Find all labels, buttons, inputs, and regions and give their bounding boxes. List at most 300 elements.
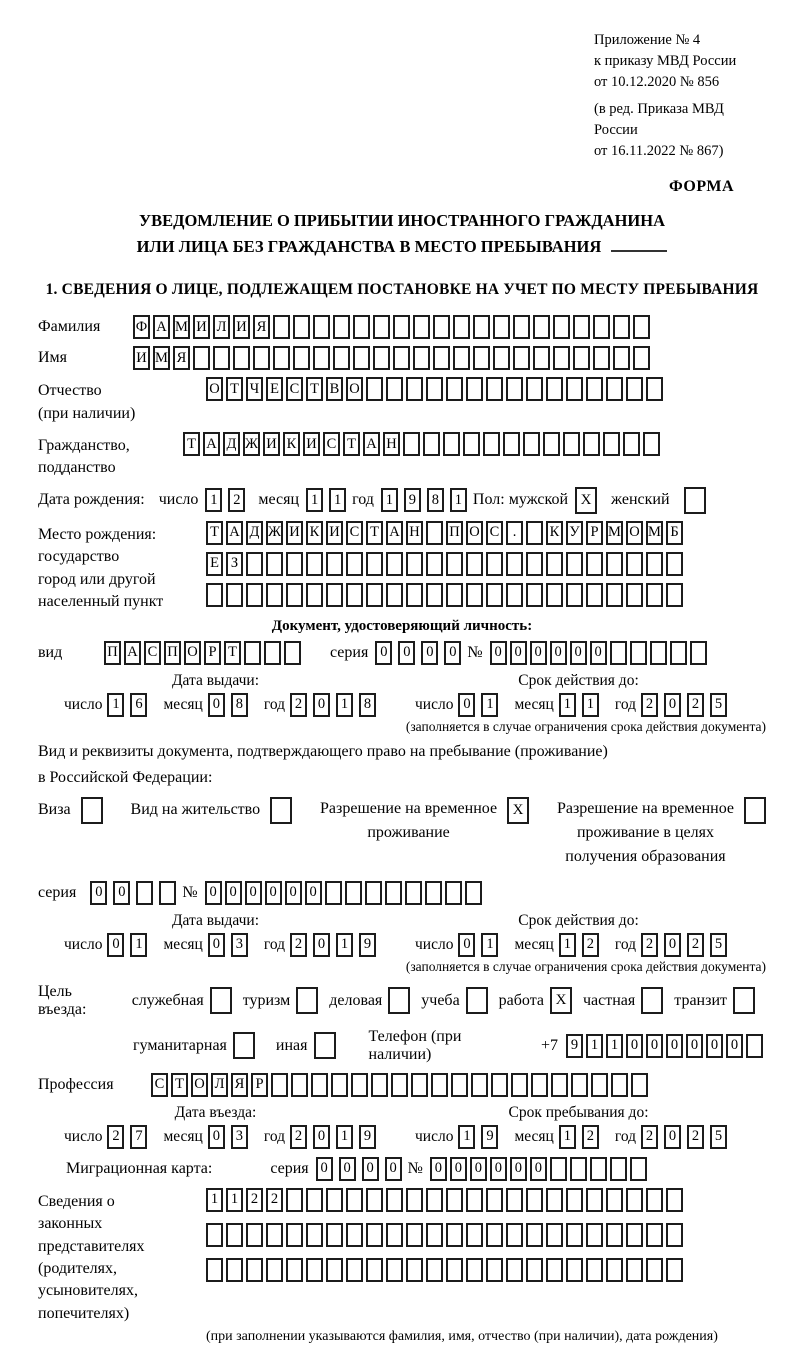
char-cell[interactable] bbox=[366, 1223, 383, 1247]
char-cell[interactable]: Н bbox=[383, 432, 400, 456]
char-cell[interactable] bbox=[386, 1258, 403, 1282]
char-cell[interactable] bbox=[566, 377, 583, 401]
char-cell[interactable]: 0 bbox=[590, 641, 607, 665]
char-cell[interactable] bbox=[586, 552, 603, 576]
char-cell[interactable] bbox=[646, 1258, 663, 1282]
char-cell[interactable]: 0 bbox=[421, 641, 438, 665]
char-cell[interactable] bbox=[623, 432, 640, 456]
char-cell[interactable]: 0 bbox=[208, 1125, 225, 1149]
char-cell[interactable] bbox=[586, 1223, 603, 1247]
char-cell[interactable]: Д bbox=[223, 432, 240, 456]
char-cell[interactable]: 0 bbox=[285, 881, 302, 905]
char-cell[interactable]: 3 bbox=[231, 1125, 248, 1149]
char-cell[interactable] bbox=[393, 315, 410, 339]
char-cell[interactable] bbox=[633, 315, 650, 339]
char-cell[interactable] bbox=[406, 377, 423, 401]
char-cell[interactable]: 1 bbox=[582, 693, 599, 717]
char-cell[interactable] bbox=[553, 315, 570, 339]
char-cell[interactable]: Ж bbox=[243, 432, 260, 456]
char-cell[interactable]: 0 bbox=[510, 1157, 527, 1181]
char-cell[interactable]: 0 bbox=[570, 641, 587, 665]
char-cell[interactable]: 0 bbox=[113, 881, 130, 905]
char-cell[interactable] bbox=[291, 1073, 308, 1097]
char-cell[interactable]: 1 bbox=[107, 693, 124, 717]
char-cell[interactable]: 9 bbox=[359, 933, 376, 957]
char-cell[interactable] bbox=[526, 1188, 543, 1212]
char-cell[interactable] bbox=[326, 1223, 343, 1247]
char-cell[interactable] bbox=[426, 377, 443, 401]
char-cell[interactable] bbox=[573, 346, 590, 370]
char-cell[interactable]: Ж bbox=[266, 521, 283, 545]
char-cell[interactable] bbox=[650, 641, 667, 665]
char-cell[interactable]: М bbox=[606, 521, 623, 545]
char-cell[interactable] bbox=[613, 346, 630, 370]
char-cell[interactable] bbox=[244, 641, 261, 665]
char-cell[interactable]: Ч bbox=[246, 377, 263, 401]
char-cell[interactable] bbox=[353, 346, 370, 370]
char-cell[interactable]: 0 bbox=[107, 933, 124, 957]
char-cell[interactable] bbox=[506, 552, 523, 576]
char-cell[interactable]: 2 bbox=[290, 693, 307, 717]
char-cell[interactable] bbox=[666, 1188, 683, 1212]
char-cell[interactable] bbox=[550, 1157, 567, 1181]
char-cell[interactable] bbox=[423, 432, 440, 456]
passport-issue-year[interactable] bbox=[290, 693, 382, 717]
char-cell[interactable] bbox=[326, 1258, 343, 1282]
char-cell[interactable] bbox=[426, 1258, 443, 1282]
char-cell[interactable] bbox=[386, 1223, 403, 1247]
stay-day[interactable] bbox=[458, 1125, 504, 1149]
char-cell[interactable] bbox=[273, 346, 290, 370]
char-cell[interactable] bbox=[411, 1073, 428, 1097]
char-cell[interactable] bbox=[293, 315, 310, 339]
char-cell[interactable]: 1 bbox=[559, 1125, 576, 1149]
char-cell[interactable] bbox=[443, 432, 460, 456]
stay-year[interactable] bbox=[641, 1125, 733, 1149]
char-cell[interactable] bbox=[271, 1073, 288, 1097]
char-cell[interactable] bbox=[523, 432, 540, 456]
char-cell[interactable]: С bbox=[486, 521, 503, 545]
char-cell[interactable] bbox=[546, 552, 563, 576]
char-cell[interactable] bbox=[586, 1188, 603, 1212]
char-cell[interactable]: О bbox=[346, 377, 363, 401]
char-cell[interactable]: 0 bbox=[339, 1157, 356, 1181]
char-cell[interactable] bbox=[513, 346, 530, 370]
char-cell[interactable]: Л bbox=[213, 315, 230, 339]
representatives-cells-row3[interactable] bbox=[206, 1258, 686, 1282]
birth-day-cells[interactable] bbox=[205, 488, 251, 512]
char-cell[interactable] bbox=[630, 641, 647, 665]
char-cell[interactable]: 0 bbox=[305, 881, 322, 905]
char-cell[interactable] bbox=[413, 346, 430, 370]
char-cell[interactable]: А bbox=[226, 521, 243, 545]
char-cell[interactable] bbox=[670, 641, 687, 665]
char-cell[interactable] bbox=[264, 641, 281, 665]
char-cell[interactable] bbox=[406, 1223, 423, 1247]
char-cell[interactable]: Е bbox=[206, 552, 223, 576]
passport-expiry-year[interactable] bbox=[641, 693, 733, 717]
phone-cells[interactable] bbox=[566, 1034, 766, 1058]
permit-issue-month[interactable] bbox=[208, 933, 254, 957]
char-cell[interactable] bbox=[226, 583, 243, 607]
char-cell[interactable] bbox=[503, 432, 520, 456]
char-cell[interactable] bbox=[286, 1223, 303, 1247]
char-cell[interactable] bbox=[446, 1258, 463, 1282]
char-cell[interactable] bbox=[526, 1258, 543, 1282]
char-cell[interactable] bbox=[351, 1073, 368, 1097]
char-cell[interactable]: 7 bbox=[130, 1125, 147, 1149]
char-cell[interactable]: 0 bbox=[490, 641, 507, 665]
char-cell[interactable] bbox=[586, 377, 603, 401]
char-cell[interactable]: 8 bbox=[231, 693, 248, 717]
char-cell[interactable]: 0 bbox=[225, 881, 242, 905]
char-cell[interactable]: 2 bbox=[290, 933, 307, 957]
citizenship-cells[interactable] bbox=[183, 432, 663, 456]
char-cell[interactable] bbox=[613, 315, 630, 339]
char-cell[interactable] bbox=[553, 346, 570, 370]
char-cell[interactable]: 1 bbox=[329, 488, 346, 512]
char-cell[interactable] bbox=[426, 552, 443, 576]
purpose-rabota-checkbox[interactable]: X bbox=[550, 987, 572, 1014]
char-cell[interactable] bbox=[446, 583, 463, 607]
char-cell[interactable] bbox=[573, 315, 590, 339]
char-cell[interactable]: 1 bbox=[481, 693, 498, 717]
char-cell[interactable]: 0 bbox=[208, 933, 225, 957]
char-cell[interactable]: Т bbox=[206, 521, 223, 545]
char-cell[interactable] bbox=[386, 377, 403, 401]
char-cell[interactable] bbox=[646, 1223, 663, 1247]
char-cell[interactable]: 0 bbox=[362, 1157, 379, 1181]
char-cell[interactable]: 1 bbox=[206, 1188, 223, 1212]
char-cell[interactable] bbox=[353, 315, 370, 339]
char-cell[interactable]: П bbox=[104, 641, 121, 665]
char-cell[interactable] bbox=[213, 346, 230, 370]
char-cell[interactable] bbox=[286, 583, 303, 607]
char-cell[interactable] bbox=[493, 346, 510, 370]
char-cell[interactable] bbox=[506, 1223, 523, 1247]
char-cell[interactable]: 2 bbox=[641, 1125, 658, 1149]
char-cell[interactable] bbox=[306, 1188, 323, 1212]
char-cell[interactable] bbox=[286, 1188, 303, 1212]
char-cell[interactable] bbox=[273, 315, 290, 339]
char-cell[interactable]: 2 bbox=[266, 1188, 283, 1212]
char-cell[interactable] bbox=[491, 1073, 508, 1097]
char-cell[interactable] bbox=[466, 583, 483, 607]
birth-place-cells-row1[interactable] bbox=[206, 521, 686, 545]
char-cell[interactable]: А bbox=[386, 521, 403, 545]
char-cell[interactable]: 1 bbox=[458, 1125, 475, 1149]
char-cell[interactable]: А bbox=[153, 315, 170, 339]
temp-residence-education-checkbox[interactable] bbox=[744, 797, 766, 824]
char-cell[interactable] bbox=[426, 1188, 443, 1212]
char-cell[interactable]: Т bbox=[366, 521, 383, 545]
char-cell[interactable]: 0 bbox=[706, 1034, 723, 1058]
char-cell[interactable] bbox=[646, 552, 663, 576]
char-cell[interactable] bbox=[453, 315, 470, 339]
char-cell[interactable] bbox=[333, 346, 350, 370]
char-cell[interactable]: О bbox=[184, 641, 201, 665]
char-cell[interactable] bbox=[546, 583, 563, 607]
char-cell[interactable]: Я bbox=[173, 346, 190, 370]
char-cell[interactable]: З bbox=[226, 552, 243, 576]
char-cell[interactable]: Е bbox=[266, 377, 283, 401]
char-cell[interactable] bbox=[566, 583, 583, 607]
char-cell[interactable]: 0 bbox=[444, 641, 461, 665]
char-cell[interactable] bbox=[626, 1188, 643, 1212]
char-cell[interactable] bbox=[643, 432, 660, 456]
char-cell[interactable] bbox=[533, 346, 550, 370]
char-cell[interactable]: 5 bbox=[710, 693, 727, 717]
char-cell[interactable] bbox=[366, 1188, 383, 1212]
char-cell[interactable] bbox=[566, 552, 583, 576]
char-cell[interactable] bbox=[566, 1258, 583, 1282]
char-cell[interactable]: 0 bbox=[470, 1157, 487, 1181]
char-cell[interactable]: 1 bbox=[130, 933, 147, 957]
char-cell[interactable] bbox=[373, 315, 390, 339]
char-cell[interactable] bbox=[631, 1073, 648, 1097]
char-cell[interactable] bbox=[526, 1223, 543, 1247]
entry-month[interactable] bbox=[208, 1125, 254, 1149]
char-cell[interactable]: 1 bbox=[450, 488, 467, 512]
char-cell[interactable]: Т bbox=[224, 641, 241, 665]
char-cell[interactable] bbox=[646, 377, 663, 401]
char-cell[interactable]: С bbox=[346, 521, 363, 545]
patronymic-cells[interactable] bbox=[206, 377, 666, 401]
permit-issue-day[interactable] bbox=[107, 933, 153, 957]
char-cell[interactable] bbox=[325, 881, 342, 905]
char-cell[interactable]: Т bbox=[183, 432, 200, 456]
stay-month[interactable] bbox=[559, 1125, 605, 1149]
char-cell[interactable] bbox=[526, 521, 543, 545]
char-cell[interactable] bbox=[473, 346, 490, 370]
representatives-cells-row2[interactable] bbox=[206, 1223, 686, 1247]
char-cell[interactable] bbox=[666, 1223, 683, 1247]
char-cell[interactable] bbox=[466, 377, 483, 401]
char-cell[interactable] bbox=[483, 432, 500, 456]
char-cell[interactable] bbox=[571, 1073, 588, 1097]
char-cell[interactable] bbox=[466, 1258, 483, 1282]
migration-number-cells[interactable] bbox=[430, 1157, 650, 1181]
purpose-turizm-checkbox[interactable] bbox=[296, 987, 318, 1014]
char-cell[interactable] bbox=[583, 432, 600, 456]
char-cell[interactable] bbox=[546, 1188, 563, 1212]
char-cell[interactable] bbox=[526, 583, 543, 607]
char-cell[interactable] bbox=[626, 1258, 643, 1282]
purpose-inaya-checkbox[interactable] bbox=[314, 1032, 336, 1059]
char-cell[interactable]: 1 bbox=[336, 693, 353, 717]
char-cell[interactable] bbox=[246, 552, 263, 576]
char-cell[interactable] bbox=[433, 346, 450, 370]
birth-month-cells[interactable] bbox=[306, 488, 352, 512]
char-cell[interactable] bbox=[606, 1223, 623, 1247]
char-cell[interactable]: А bbox=[363, 432, 380, 456]
male-checkbox[interactable]: X bbox=[575, 487, 597, 514]
purpose-ucheba-checkbox[interactable] bbox=[466, 987, 488, 1014]
char-cell[interactable] bbox=[590, 1157, 607, 1181]
char-cell[interactable] bbox=[610, 1157, 627, 1181]
char-cell[interactable]: 1 bbox=[205, 488, 222, 512]
purpose-tranzit-checkbox[interactable] bbox=[733, 987, 755, 1014]
char-cell[interactable] bbox=[646, 583, 663, 607]
char-cell[interactable] bbox=[533, 315, 550, 339]
char-cell[interactable]: Л bbox=[211, 1073, 228, 1097]
char-cell[interactable] bbox=[246, 1258, 263, 1282]
char-cell[interactable]: 0 bbox=[530, 641, 547, 665]
char-cell[interactable] bbox=[226, 1223, 243, 1247]
residence-permit-checkbox[interactable] bbox=[270, 797, 292, 824]
char-cell[interactable] bbox=[331, 1073, 348, 1097]
char-cell[interactable]: В bbox=[326, 377, 343, 401]
char-cell[interactable]: Т bbox=[171, 1073, 188, 1097]
passport-expiry-day[interactable] bbox=[458, 693, 504, 717]
char-cell[interactable] bbox=[413, 315, 430, 339]
passport-issue-day[interactable] bbox=[107, 693, 153, 717]
char-cell[interactable] bbox=[606, 552, 623, 576]
entry-day[interactable] bbox=[107, 1125, 153, 1149]
char-cell[interactable]: У bbox=[566, 521, 583, 545]
char-cell[interactable] bbox=[593, 315, 610, 339]
char-cell[interactable]: 2 bbox=[641, 693, 658, 717]
char-cell[interactable] bbox=[626, 377, 643, 401]
char-cell[interactable] bbox=[606, 583, 623, 607]
char-cell[interactable] bbox=[606, 377, 623, 401]
char-cell[interactable] bbox=[246, 1223, 263, 1247]
birth-year-cells[interactable] bbox=[381, 488, 473, 512]
char-cell[interactable] bbox=[486, 552, 503, 576]
given-name-cells[interactable] bbox=[133, 346, 653, 370]
char-cell[interactable]: 1 bbox=[381, 488, 398, 512]
char-cell[interactable]: 0 bbox=[550, 641, 567, 665]
char-cell[interactable]: Я bbox=[231, 1073, 248, 1097]
purpose-delovaya-checkbox[interactable] bbox=[388, 987, 410, 1014]
char-cell[interactable] bbox=[306, 1223, 323, 1247]
char-cell[interactable]: А bbox=[124, 641, 141, 665]
char-cell[interactable]: С bbox=[286, 377, 303, 401]
char-cell[interactable] bbox=[366, 583, 383, 607]
char-cell[interactable]: 2 bbox=[582, 1125, 599, 1149]
char-cell[interactable]: И bbox=[263, 432, 280, 456]
char-cell[interactable]: 0 bbox=[664, 693, 681, 717]
char-cell[interactable]: 0 bbox=[208, 693, 225, 717]
char-cell[interactable] bbox=[506, 583, 523, 607]
char-cell[interactable]: С bbox=[144, 641, 161, 665]
char-cell[interactable] bbox=[603, 432, 620, 456]
char-cell[interactable] bbox=[566, 1223, 583, 1247]
char-cell[interactable] bbox=[746, 1034, 763, 1058]
char-cell[interactable]: 1 bbox=[606, 1034, 623, 1058]
char-cell[interactable] bbox=[586, 583, 603, 607]
char-cell[interactable] bbox=[386, 1188, 403, 1212]
char-cell[interactable] bbox=[666, 552, 683, 576]
char-cell[interactable] bbox=[466, 552, 483, 576]
char-cell[interactable] bbox=[526, 552, 543, 576]
char-cell[interactable]: Р bbox=[251, 1073, 268, 1097]
char-cell[interactable]: 0 bbox=[375, 641, 392, 665]
char-cell[interactable]: 0 bbox=[458, 693, 475, 717]
char-cell[interactable] bbox=[606, 1188, 623, 1212]
char-cell[interactable]: 0 bbox=[666, 1034, 683, 1058]
char-cell[interactable] bbox=[246, 583, 263, 607]
char-cell[interactable]: 0 bbox=[313, 933, 330, 957]
char-cell[interactable] bbox=[531, 1073, 548, 1097]
char-cell[interactable] bbox=[633, 346, 650, 370]
char-cell[interactable]: Н bbox=[406, 521, 423, 545]
char-cell[interactable] bbox=[486, 377, 503, 401]
char-cell[interactable] bbox=[386, 583, 403, 607]
char-cell[interactable] bbox=[451, 1073, 468, 1097]
visa-checkbox[interactable] bbox=[81, 797, 103, 824]
char-cell[interactable]: 2 bbox=[687, 1125, 704, 1149]
temp-residence-checkbox[interactable]: X bbox=[507, 797, 529, 824]
char-cell[interactable]: И bbox=[193, 315, 210, 339]
char-cell[interactable] bbox=[611, 1073, 628, 1097]
char-cell[interactable]: 0 bbox=[430, 1157, 447, 1181]
char-cell[interactable]: 0 bbox=[530, 1157, 547, 1181]
char-cell[interactable] bbox=[371, 1073, 388, 1097]
purpose-sluzhebnaya-checkbox[interactable] bbox=[210, 987, 232, 1014]
char-cell[interactable] bbox=[473, 315, 490, 339]
char-cell[interactable]: 2 bbox=[687, 693, 704, 717]
char-cell[interactable]: 3 bbox=[231, 933, 248, 957]
passport-expiry-month[interactable] bbox=[559, 693, 605, 717]
char-cell[interactable] bbox=[286, 1258, 303, 1282]
char-cell[interactable] bbox=[313, 346, 330, 370]
char-cell[interactable] bbox=[465, 881, 482, 905]
char-cell[interactable] bbox=[136, 881, 153, 905]
char-cell[interactable] bbox=[666, 1258, 683, 1282]
migration-series-cells[interactable] bbox=[316, 1157, 408, 1181]
surname-cells[interactable] bbox=[133, 315, 653, 339]
char-cell[interactable]: 8 bbox=[427, 488, 444, 512]
char-cell[interactable]: 2 bbox=[228, 488, 245, 512]
char-cell[interactable]: 9 bbox=[404, 488, 421, 512]
char-cell[interactable] bbox=[646, 1188, 663, 1212]
char-cell[interactable]: 0 bbox=[205, 881, 222, 905]
representatives-cells-row1[interactable] bbox=[206, 1188, 686, 1212]
char-cell[interactable] bbox=[546, 1258, 563, 1282]
char-cell[interactable] bbox=[486, 583, 503, 607]
char-cell[interactable] bbox=[446, 1223, 463, 1247]
char-cell[interactable] bbox=[570, 1157, 587, 1181]
char-cell[interactable]: 0 bbox=[646, 1034, 663, 1058]
char-cell[interactable]: К bbox=[283, 432, 300, 456]
char-cell[interactable]: С bbox=[151, 1073, 168, 1097]
char-cell[interactable]: 1 bbox=[559, 693, 576, 717]
char-cell[interactable] bbox=[593, 346, 610, 370]
char-cell[interactable]: И bbox=[133, 346, 150, 370]
char-cell[interactable] bbox=[306, 583, 323, 607]
purpose-chastnaya-checkbox[interactable] bbox=[641, 987, 663, 1014]
char-cell[interactable] bbox=[233, 346, 250, 370]
char-cell[interactable]: 9 bbox=[481, 1125, 498, 1149]
char-cell[interactable]: 0 bbox=[398, 641, 415, 665]
char-cell[interactable]: 1 bbox=[586, 1034, 603, 1058]
char-cell[interactable] bbox=[486, 1223, 503, 1247]
char-cell[interactable] bbox=[513, 315, 530, 339]
char-cell[interactable] bbox=[446, 1188, 463, 1212]
title-blank-line[interactable] bbox=[611, 238, 667, 252]
purpose-gumanitarnaya-checkbox[interactable] bbox=[233, 1032, 255, 1059]
char-cell[interactable]: 2 bbox=[582, 933, 599, 957]
char-cell[interactable] bbox=[586, 1258, 603, 1282]
char-cell[interactable]: 0 bbox=[90, 881, 107, 905]
char-cell[interactable] bbox=[366, 552, 383, 576]
char-cell[interactable] bbox=[466, 1223, 483, 1247]
char-cell[interactable]: 2 bbox=[107, 1125, 124, 1149]
char-cell[interactable]: Р bbox=[586, 521, 603, 545]
char-cell[interactable] bbox=[366, 1258, 383, 1282]
char-cell[interactable] bbox=[326, 1188, 343, 1212]
